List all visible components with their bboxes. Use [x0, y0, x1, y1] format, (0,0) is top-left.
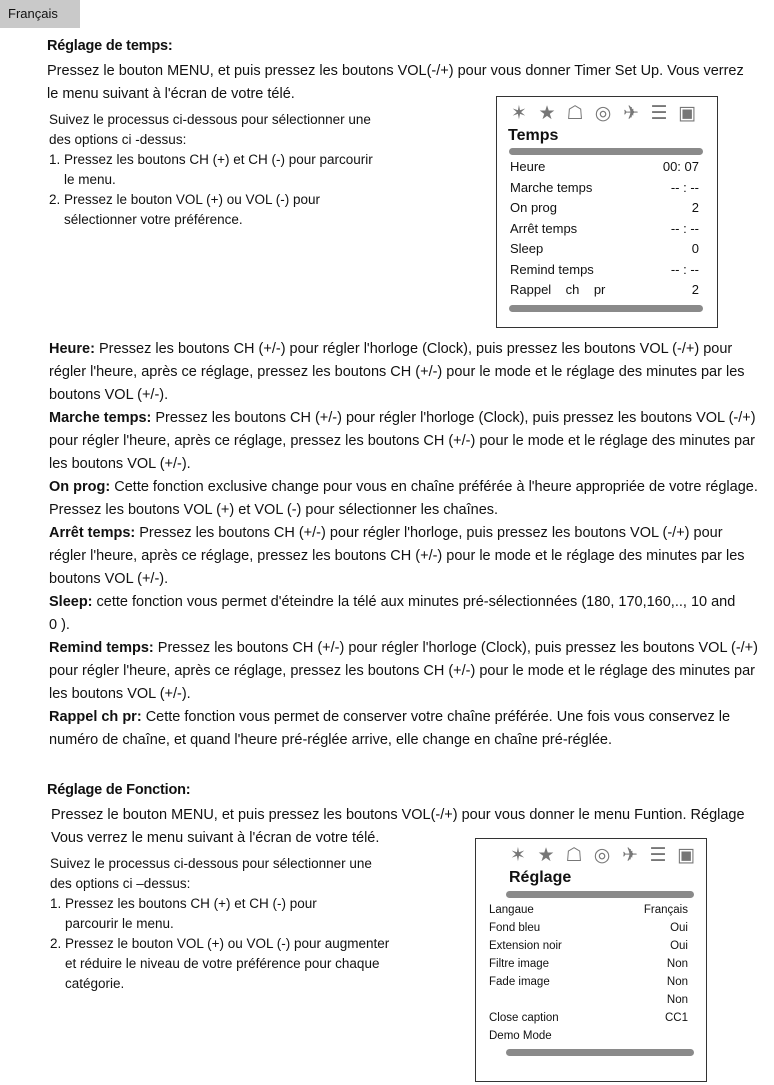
description-text: Pressez les boutons CH (+/-) pour régler l'horloge (Clock), puis pressez les boutons VOL (-/+)	[155, 410, 756, 426]
description-text: Pressez les boutons CH (+/-) pour régler l'horloge (Clock), puis pressez les boutons VOL (-/+) pour	[98, 341, 733, 357]
description-line	[49, 499, 771, 522]
description-line	[49, 407, 771, 430]
step-line: sélectionner votre préférence.	[49, 212, 243, 227]
menu-row-value: 2	[691, 282, 699, 297]
menu-category-icon: ◎	[593, 845, 611, 866]
description-line	[49, 453, 771, 476]
description-line	[49, 637, 771, 660]
menu-category-icon: ✈	[622, 845, 638, 866]
menu-category-icon: ★	[538, 103, 556, 124]
menu-category-icon: ★	[537, 845, 555, 866]
step-line: des options ci –dessus:	[50, 876, 191, 891]
menu-rows	[476, 901, 706, 1045]
description-line	[49, 568, 771, 591]
menu-temps	[496, 96, 718, 328]
menu-row-label: Fond bleu	[489, 922, 541, 934]
menu-row	[497, 280, 717, 301]
menu-divider	[506, 891, 694, 898]
menu-row	[476, 937, 706, 955]
description-line	[49, 361, 771, 384]
description-text: Cette fonction vous permet de conserver votre chaîne préférée. Une fois vous conservez le	[145, 709, 731, 725]
description-line	[49, 683, 771, 706]
menu-row-label: Filtre image	[489, 958, 550, 970]
menu-row-label: Close caption	[489, 1012, 559, 1024]
description-text: Pressez les boutons CH (+/-) pour régler l'horloge (Clock), puis pressez les boutons VOL (-/+)	[157, 640, 758, 656]
description-line	[49, 614, 771, 637]
step-line: 2. Pressez le bouton VOL (+) ou VOL (-) pour	[49, 192, 321, 207]
description-line	[49, 729, 771, 752]
menu-row-label: Heure	[510, 159, 546, 174]
menu-icon-bar	[497, 97, 717, 125]
menu-row	[476, 919, 706, 937]
menu-row-value: -- : --	[670, 179, 699, 195]
menu-row-label: Rappel ch pr	[510, 282, 606, 297]
description-paragraph	[49, 338, 771, 407]
step-line: 1. Pressez les boutons CH (+) et CH (-) pour	[50, 896, 317, 911]
menu-category-icon: ◎	[594, 103, 612, 124]
menu-row-value: Oui	[670, 922, 688, 934]
description-text: boutons VOL (+/-).	[49, 387, 169, 403]
description-term: Marche temps:	[49, 410, 152, 426]
description-paragraph	[49, 591, 771, 637]
description-text: 0 ).	[49, 617, 70, 633]
description-text: numéro de chaîne, et quand l'heure pré-réglée arrive, elle change en chaîne pré-réglée.	[49, 732, 612, 748]
instruction-steps	[50, 854, 389, 994]
menu-category-icon: ▣	[677, 845, 695, 866]
description-term: Arrêt temps:	[49, 525, 136, 541]
description-line	[49, 384, 771, 407]
description-text: régler l'heure, après ce réglage, pressez les boutons CH (+/-) pour le mode et le réglage des minutes par les	[49, 364, 745, 380]
menu-row-value: Oui	[670, 940, 688, 952]
description-term: Rappel ch pr:	[49, 709, 142, 725]
description-term: On prog:	[49, 479, 111, 495]
description-text: Cette fonction exclusive change pour vous en chaîne préférée à l'heure appropriée de votre réglage.	[114, 479, 758, 495]
instruction-steps	[49, 110, 373, 230]
menu-category-icon: ✶	[510, 845, 526, 866]
menu-row	[476, 1027, 706, 1045]
menu-divider	[509, 148, 703, 155]
menu-row-label: Fade image	[489, 976, 550, 988]
menu-title: Temps	[508, 127, 559, 144]
description-paragraph	[49, 476, 771, 522]
menu-row-value: -- : --	[670, 220, 699, 236]
menu-category-icon: ☖	[565, 845, 583, 866]
step-line: parcourir le menu.	[50, 916, 174, 931]
section-heading-fonction: Réglage de Fonction:	[47, 782, 191, 798]
menu-rows	[497, 157, 717, 301]
description-line	[49, 545, 771, 568]
description-paragraph	[49, 706, 771, 752]
menu-row-value: Non	[666, 976, 688, 988]
menu-row	[476, 955, 706, 973]
description-line	[49, 476, 771, 499]
menu-row-label: On prog	[510, 200, 557, 215]
description-text: les boutons VOL (+/-).	[49, 456, 191, 472]
menu-row-value: 2	[691, 200, 699, 215]
menu-row-value: CC1	[664, 1012, 688, 1024]
menu-row	[497, 239, 717, 260]
step-line: Suivez le processus ci-dessous pour sélectionner une	[49, 112, 371, 127]
descriptions	[49, 338, 771, 752]
menu-row-value: Français	[643, 904, 688, 916]
menu-row-value: 00: 07	[662, 159, 699, 174]
menu-row-label: Demo Mode	[489, 1030, 552, 1042]
step-line: Suivez le processus ci-dessous pour sélectionner une	[50, 856, 372, 871]
description-text: pour régler l'heure, après ce réglage, pressez les boutons CH (+/-) pour le mode et le réglage des minutes par	[49, 663, 755, 679]
menu-row	[497, 198, 717, 219]
description-text: cette fonction vous permet d'éteindre la télé aux minutes pré-sélectionnées (180, 170,160,.., 10 and	[96, 594, 736, 610]
description-line	[49, 660, 771, 683]
menu-category-icon: ☖	[566, 103, 584, 124]
description-line	[49, 338, 771, 361]
section-intro: Pressez le bouton MENU, et puis pressez les boutons VOL(-/+) pour vous donner Timer Set Up. Vous verrez le menu suivant à l'écran de votre télé.	[47, 63, 744, 102]
menu-row	[476, 1009, 706, 1027]
menu-row-value: 0	[691, 241, 699, 256]
menu-category-icon: ☰	[649, 845, 667, 866]
menu-row-value: Non	[666, 958, 688, 970]
language-tab: Français	[0, 0, 80, 28]
description-paragraph	[49, 407, 771, 476]
menu-divider	[506, 1049, 694, 1056]
step-line: et réduire le niveau de votre préférence pour chaque	[50, 956, 380, 971]
description-text: boutons VOL (+/-).	[49, 571, 169, 587]
menu-category-icon: ☰	[650, 103, 668, 124]
menu-row-label: Extension noir	[489, 940, 562, 952]
section-intro: Pressez le bouton MENU, et puis pressez les boutons VOL(-/+) pour vous donner le menu Funtion. Réglage Vous verrez le menu suivant à l'écran de votre télé.	[51, 807, 745, 846]
description-text: Pressez les boutons CH (+/-) pour régler l'horloge, puis pressez les boutons VOL (-/+) pour	[139, 525, 723, 541]
section-heading-temps: Réglage de temps:	[47, 38, 173, 54]
menu-row-label: Arrêt temps	[510, 220, 578, 236]
menu-row-label: Remind temps	[510, 261, 594, 277]
menu-row-label: Marche temps	[510, 179, 593, 195]
menu-reglage	[475, 838, 707, 1082]
menu-title: Réglage	[509, 869, 572, 886]
menu-row-label: Langaue	[489, 904, 534, 916]
menu-row-value: Non	[666, 994, 688, 1006]
description-text: pour régler l'heure, après ce réglage, pressez les boutons CH (+/-) pour le mode et le réglage des minutes par	[49, 433, 755, 449]
step-line: le menu.	[49, 172, 116, 187]
description-text: régler l'heure, après ce réglage, pressez les boutons CH (+/-) pour le mode et le réglage des minutes par les	[49, 548, 745, 564]
description-text: les boutons VOL (+/-).	[49, 686, 191, 702]
description-line	[49, 430, 771, 453]
step-line: catégorie.	[50, 976, 125, 991]
description-paragraph	[49, 522, 771, 591]
menu-row-label: Sleep	[510, 241, 544, 256]
menu-category-icon: ✶	[511, 103, 527, 124]
menu-divider	[509, 305, 703, 312]
description-line	[49, 591, 771, 614]
step-line: 2. Pressez le bouton VOL (+) ou VOL (-) pour augmenter	[50, 936, 390, 951]
menu-row-value: -- : --	[670, 261, 699, 277]
description-paragraph	[49, 637, 771, 706]
description-term: Remind temps:	[49, 640, 154, 656]
description-text: Pressez les boutons VOL (+) et VOL (-) pour sélectionner les chaînes.	[49, 502, 499, 518]
description-line	[49, 706, 771, 729]
menu-icon-bar	[476, 839, 706, 867]
menu-row	[476, 973, 706, 991]
menu-category-icon: ✈	[623, 103, 639, 124]
menu-row	[497, 219, 717, 240]
step-line: 1. Pressez les boutons CH (+) et CH (-) pour parcourir	[49, 152, 373, 167]
menu-row	[476, 991, 706, 1009]
description-term: Sleep:	[49, 594, 93, 610]
menu-row	[497, 178, 717, 199]
description-line	[49, 522, 771, 545]
menu-row	[497, 260, 717, 281]
menu-category-icon: ▣	[678, 103, 696, 124]
menu-row	[497, 157, 717, 178]
menu-row	[476, 901, 706, 919]
description-term: Heure:	[49, 341, 95, 357]
step-line: des options ci -dessus:	[49, 132, 187, 147]
